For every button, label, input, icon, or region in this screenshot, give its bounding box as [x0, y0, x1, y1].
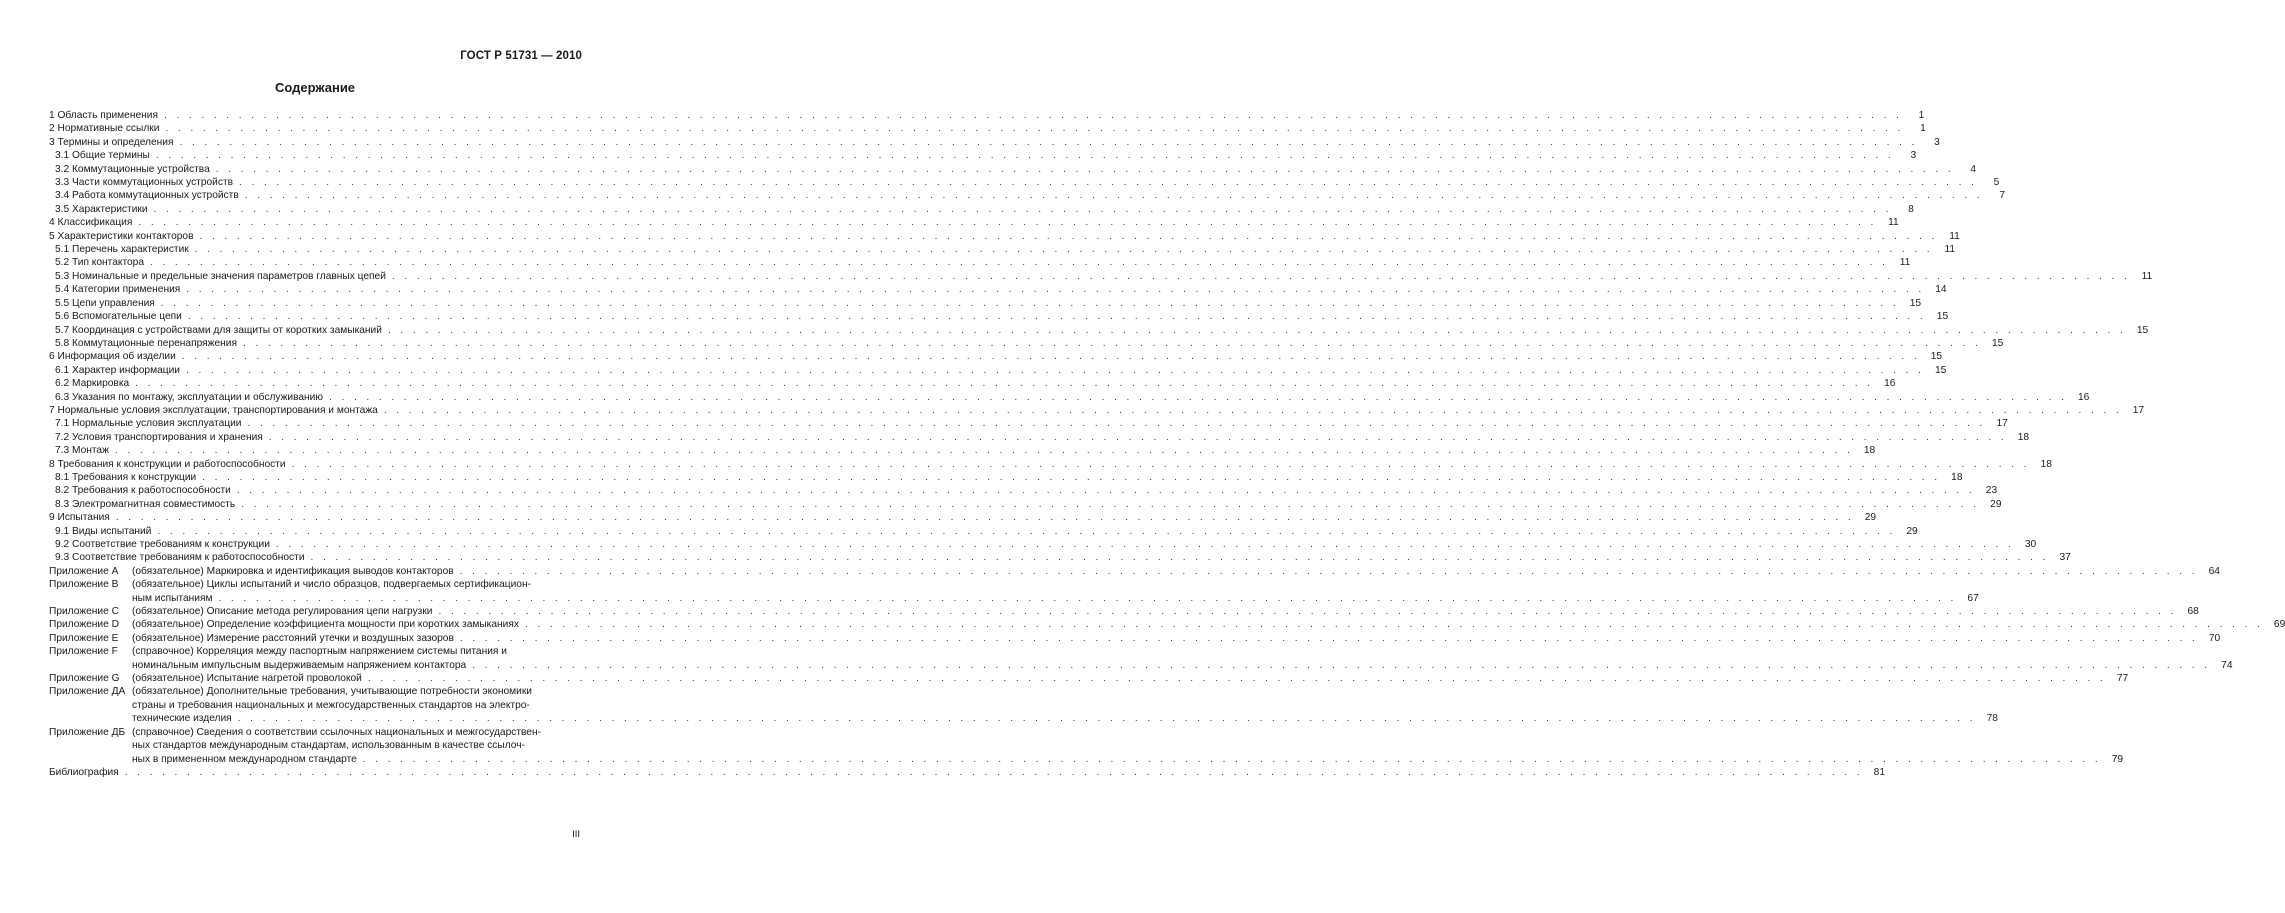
dot-leader: . . . . . . . . . . . . . . . . . . . . . . . . . . . . . . . . . . . . . . . . . . . . . . . . . . . . . . . . . . . . . . . . . . . . . . . . . . . . . . . . . . . . . . . . . . . . . . . . . . . . . . . . . . . . . . . . . . . . . . . . . . . . . . . . . . . . . . . . . . . . — [165, 123, 1904, 135]
appendix-line-text: (обязательное) Маркировка и идентификация выводов контакторов — [132, 565, 454, 577]
toc-entry-title: 3.1 Общие термины — [55, 150, 150, 162]
appendix-label: Приложение А — [49, 565, 119, 577]
toc-entry — [49, 498, 2002, 511]
appendix-page: 78 — [1986, 713, 1998, 725]
dot-leader: . . . . . . . . . . . . . . . . . . . . . . . . . . . . . . . . . . . . . . . . . . . . . . . . . . . . . . . . . . . . . . . . . . . . . . . . . . . . . . . . . . . . . . . . . . . . . . . . . . . . . . . . . . . . . . . . . . . . . . . . . . . . . . . . . . . . . . . . . . . . — [138, 217, 1877, 229]
dot-leader: . . . . . . . . . . . . . . . . . . . . . . . . . . . . . . . . . . . . . . . . . . . . . . . . . . . . . . . . . . . . . . . . . . . . . . . . . . . . . . . . . . . . . . . . . . . . . . . . . . . . . . . . . . . . . . . . . . . . . . . . . . . . . . . . . . . . . . . . . . . . — [155, 150, 1895, 162]
toc-entry-page: 15 — [1934, 364, 1947, 376]
toc-entry-title: 7.3 Монтаж — [55, 445, 109, 457]
toc-entry — [49, 122, 1926, 135]
toc-entry — [49, 538, 2037, 551]
toc-bibliography — [49, 766, 1885, 779]
appendix-line — [132, 672, 2129, 685]
toc-entry-title: 5.8 Коммутационные перенапряжения — [55, 337, 237, 349]
document-code: ГОСТ Р 51731 — 2010 — [460, 50, 582, 62]
toc-entry-page: 15 — [1909, 297, 1922, 309]
toc-entry — [49, 337, 2004, 350]
appendix-line-text: (обязательное) Описание метода регулирования цепи нагрузки — [132, 606, 433, 618]
dot-leader: . . . . . . . . . . . . . . . . . . . . . . . . . . . . . . . . . . . . . . . . . . . . . . . . . . . . . . . . . . . . . . . . . . . . . . . . . . . . . . . . . . . . . . . . . . . . . . . . . . . . . . . . . . . . . . . . . . . . . . . . . . . . . . . . . . . . . . . . . . . . — [186, 284, 1925, 296]
dot-leader: . . . . . . . . . . . . . . . . . . . . . . . . . . . . . . . . . . . . . . . . . . . . . . . . . . . . . . . . . . . . . . . . . . . . . . . . . . . . . . . . . . . . . . . . . . . . . . . . . . . . . . . . . . . . . . . . . . . . . . . . . . . . . . . . . . . . . . . . . . . . — [459, 565, 2198, 577]
dot-leader: . . . . . . . . . . . . . . . . . . . . . . . . . . . . . . . . . . . . . . . . . . . . . . . . . . . . . . . . . . . . . . . . . . . . . . . . . . . . . . . . . . . . . . . . . . . . . . . . . . . . . . . . . . . . . . . . . . . . . . . . . . . . . . . . . . . . . . . . . . . . — [153, 203, 1892, 215]
toc-entry-title: 7.2 Условия транспортирования и хранения — [55, 431, 263, 443]
dot-leader: . . . . . . . . . . . . . . . . . . . . . . . . . . . . . . . . . . . . . . . . . . . . . . . . . . . . . . . . . . . . . . . . . . . . . . . . . . . . . . . . . . . . . . . . . . . . . . . . . . . . . . . . . . . . . . . . . . . . . . . . . . . . . . . . . . . . . . . . . . . . — [459, 632, 2199, 644]
toc-entry-title: 6.3 Указания по монтажу, эксплуатации и обслуживанию — [55, 391, 324, 403]
appendix-line-text: (обязательное) Испытание нагретой проволокой — [132, 673, 362, 685]
toc-appendix — [49, 632, 2221, 645]
toc-entry — [49, 270, 2153, 283]
toc-entry-title: 9.3 Соответствие требованиям к работоспособности — [55, 552, 305, 564]
toc-entry — [49, 444, 1876, 457]
toc-entry-page: 29 — [1864, 512, 1877, 524]
appendix-body — [132, 618, 2285, 631]
toc-entry — [49, 484, 1998, 497]
dot-leader: . . . . . . . . . . . . . . . . . . . . . . . . . . . . . . . . . . . . . . . . . . . . . . . . . . . . . . . . . . . . . . . . . . . . . . . . . . . . . . . . . . . . . . . . . . . . . . . . . . . . . . . . . . . . . . . . . . . . . . . . . . . . . . . . . . . . . . . . . . . . — [239, 177, 1978, 189]
toc-entry-title: 8.2 Требования к работоспособности — [55, 485, 231, 497]
appendix-page: 64 — [2208, 565, 2220, 577]
toc-entry-title: 1 Область применения — [49, 110, 158, 121]
toc-entry-title: 6.1 Характер информации — [55, 364, 180, 376]
dot-leader: . . . . . . . . . . . . . . . . . . . . . . . . . . . . . . . . . . . . . . . . . . . . . . . . . . . . . . . . . . . . . . . . . . . . . . . . . . . . . . . . . . . . . . . . . . . . . . . . . . . . . . . . . . . . . . . . . . . . . . . . . . . . . . . . . . . . . . . . . . . . — [187, 311, 1927, 323]
appendix-line — [132, 699, 581, 712]
toc-entry-title: 6 Информация об изделии — [49, 351, 176, 363]
toc-entry-page: 8 — [1908, 203, 1914, 215]
toc-entry-page: 3 — [1910, 150, 1917, 162]
dot-leader: . . . . . . . . . . . . . . . . . . . . . . . . . . . . . . . . . . . . . . . . . . . . . . . . . . . . . . . . . . . . . . . . . . . . . . . . . . . . . . . . . . . . . . . . . . . . . . . . . . . . . . . . . . . . . . . . . . . . . . . . . . . . . . . . . . . . . . . . . . . . — [243, 337, 1982, 349]
toc-appendix — [49, 672, 2129, 685]
toc-entry-page: 16 — [2077, 391, 2090, 403]
appendix-label: Приложение F — [49, 646, 118, 658]
appendix-line — [132, 659, 2233, 672]
appendix-line-text: (обязательное) Циклы испытаний и число образцов, подвергаемых сертификацион- — [132, 579, 531, 591]
bibliography-title: Библиография — [49, 766, 119, 778]
toc-entry-title: 5 Характеристики контакторов — [49, 230, 194, 242]
toc-entry — [49, 243, 1956, 256]
appendix-body — [132, 578, 1979, 605]
toc-entry-page: 11 — [1944, 244, 1956, 256]
toc-entry — [49, 324, 2149, 337]
toc-entry-page: 1 — [1920, 123, 1926, 135]
appendix-page: 69 — [2273, 619, 2285, 631]
toc-entry — [49, 431, 2030, 444]
toc-entry-page: 18 — [2040, 458, 2052, 470]
dot-leader: . . . . . . . . . . . . . . . . . . . . . . . . . . . . . . . . . . . . . . . . . . . . . . . . . . . . . . . . . . . . . . . . . . . . . . . . . . . . . . . . . . . . . . . . . . . . . . . . . . . . . . . . . . . . . . . . . . . . . . . . . . . . . . . . . . . . . . . . . . . . — [291, 458, 2030, 470]
appendix-line-text: (справочное) Корреляция между паспортным напряжением системы питания и — [132, 646, 507, 658]
toc-entry — [49, 551, 2071, 564]
appendix-line — [132, 645, 581, 658]
toc-entry-title: 3.4 Работа коммутационных устройств — [55, 190, 239, 202]
toc-entry — [49, 525, 1918, 538]
dot-leader: . . . . . . . . . . . . . . . . . . . . . . . . . . . . . . . . . . . . . . . . . . . . . . . . . . . . . . . . . . . . . . . . . . . . . . . . . . . . . . . . . . . . . . . . . . . . . . . . . . . . . . . . . . . . . . . . . . . . . . . . . . . . . . . . . . . . . . . . . . . . — [194, 244, 1934, 256]
toc-entry-page: 29 — [1906, 525, 1918, 537]
toc-entry-page: 29 — [1990, 498, 2002, 510]
appendix-body — [132, 685, 1998, 725]
toc-entry-title: 9 Испытания — [49, 512, 110, 524]
toc-entry-page: 11 — [1899, 257, 1911, 269]
dot-leader: . . . . . . . . . . . . . . . . . . . . . . . . . . . . . . . . . . . . . . . . . . . . . . . . . . . . . . . . . . . . . . . . . . . . . . . . . . . . . . . . . . . . . . . . . . . . . . . . . . . . . . . . . . . . . . . . . . . . . . . . . . . . . . . . . . . . . . . . . . . . — [202, 471, 1941, 483]
toc-entry-page: 14 — [1935, 284, 1947, 296]
toc-entry-page: 23 — [1985, 485, 1998, 497]
appendix-line-text: ных стандартов международным стандартам, использованным в качестве ссылоч- — [132, 740, 525, 752]
toc-entry-page: 18 — [2017, 431, 2030, 443]
appendix-line — [132, 565, 2220, 578]
toc-entry — [49, 149, 1917, 162]
toc-entry-title: 5.6 Вспомогательные цепи — [55, 311, 182, 323]
toc-entry-title: 9.2 Соответствие требованиям к конструкции — [55, 539, 270, 550]
toc-entry-title: 5.5 Цепи управления — [55, 297, 155, 309]
toc-appendix — [49, 618, 2285, 631]
toc-entry-page: 16 — [1884, 378, 1896, 390]
dot-leader: . . . . . . . . . . . . . . . . . . . . . . . . . . . . . . . . . . . . . . . . . . . . . . . . . . . . . . . . . . . . . . . . . . . . . . . . . . . . . . . . . . . . . . . . . . . . . . . . . . . . . . . . . . . . . . . . . . . . . . . . . . . . . . . . . . . . . . . . . . . . — [362, 753, 2102, 765]
appendix-label: Приложение G — [49, 673, 120, 685]
toc-entry — [49, 377, 1896, 390]
dot-leader: . . . . . . . . . . . . . . . . . . . . . . . . . . . . . . . . . . . . . . . . . . . . . . . . . . . . . . . . . . . . . . . . . . . . . . . . . . . . . . . . . . . . . . . . . . . . . . . . . . . . . . . . . . . . . . . . . . . . . . . . . . . . . . . . . . . . . . . . . . . . — [391, 270, 2131, 282]
appendix-body — [132, 672, 2129, 685]
dot-leader: . . . . . . . . . . . . . . . . . . . . . . . . . . . . . . . . . . . . . . . . . . . . . . . . . . . . . . . . . . . . . . . . . . . . . . . . . . . . . . . . . . . . . . . . . . . . . . . . . . . . . . . . . . . . . . . . . . . . . . . . . . . . . . . . . . . . . . . . . . . . — [218, 592, 1957, 604]
toc-entry-page: 7 — [1999, 190, 2006, 202]
dot-leader: . . . . . . . . . . . . . . . . . . . . . . . . . . . . . . . . . . . . . . . . . . . . . . . . . . . . . . . . . . . . . . . . . . . . . . . . . . . . . . . . . . . . . . . . . . . . . . . . . . . . . . . . . . . . . . . . . . . . . . . . . . . . . . . . . . . . . . . . . . . . — [135, 378, 1874, 390]
appendix-line — [132, 578, 581, 591]
dot-leader: . . . . . . . . . . . . . . . . . . . . . . . . . . . . . . . . . . . . . . . . . . . . . . . . . . . . . . . . . . . . . . . . . . . . . . . . . . . . . . . . . . . . . . . . . . . . . . . . . . . . . . . . . . . . . . . . . . . . . . . . . . . . . . . . . . . . . . . . . . . . — [236, 485, 1976, 497]
toc-entry — [49, 283, 1947, 296]
toc-entry-page: 11 — [2141, 270, 2153, 282]
toc-entry-page: 30 — [2024, 539, 2037, 550]
dot-leader: . . . . . . . . . . . . . . . . . . . . . . . . . . . . . . . . . . . . . . . . . . . . . . . . . . . . . . . . . . . . . . . . . . . . . . . . . . . . . . . . . . . . . . . . . . . . . . . . . . . . . . . . . . . . . . . . . . . . . . . . . . . . . . . . . . . . . . . . . . . . — [157, 525, 1896, 537]
toc-entry — [49, 350, 1943, 363]
dot-leader: . . . . . . . . . . . . . . . . . . . . . . . . . . . . . . . . . . . . . . . . . . . . . . . . . . . . . . . . . . . . . . . . . . . . . . . . . . . . . . . . . . . . . . . . . . . . . . . . . . . . . . . . . . . . . . . . . . . . . . . . . . . . . . . . . . . . . . . . . . . . — [244, 190, 1984, 202]
appendix-page: 70 — [2208, 632, 2221, 644]
toc-entry-title: 3 Термины и определения — [49, 136, 174, 148]
toc-entry-page: 17 — [1996, 418, 2008, 430]
toc-appendix — [49, 578, 1979, 605]
toc-entry-title: 5.2 Тип контактора — [55, 257, 145, 269]
dot-leader: . . . . . . . . . . . . . . . . . . . . . . . . . . . . . . . . . . . . . . . . . . . . . . . . . . . . . . . . . . . . . . . . . . . . . . . . . . . . . . . . . . . . . . . . . . . . . . . . . . . . . . . . . . . . . . . . . . . . . . . . . . . . . . . . . . . . . . . . . . . . — [268, 431, 2008, 443]
appendix-page: 79 — [2111, 753, 2124, 765]
toc-entry-page: 15 — [2136, 324, 2149, 336]
appendix-line-text: (справочное) Сведения о соответствии ссылочных национальных и межгосударствен- — [132, 726, 541, 738]
dot-leader: . . . . . . . . . . . . . . . . . . . . . . . . . . . . . . . . . . . . . . . . . . . . . . . . . . . . . . . . . . . . . . . . . . . . . . . . . . . . . . . . . . . . . . . . . . . . . . . . . . . . . . . . . . . . . . . . . . . . . . . . . . . . . . . . . . . . . . . . . . . . — [241, 498, 1980, 510]
appendix-line-text: (обязательное) Дополнительные требования, учитывающие потребности экономики — [132, 686, 532, 698]
dot-leader: . . . . . . . . . . . . . . . . . . . . . . . . . . . . . . . . . . . . . . . . . . . . . . . . . . . . . . . . . . . . . . . . . . . . . . . . . . . . . . . . . . . . . . . . . . . . . . . . . . . . . . . . . . . . . . . . . . . . . . . . . . . . . . . . . . . . . . . . . . . . — [472, 659, 2211, 671]
toc-entry-page: 11 — [1949, 230, 1960, 242]
dot-leader: . . . . . . . . . . . . . . . . . . . . . . . . . . . . . . . . . . . . . . . . . . . . . . . . . . . . . . . . . . . . . . . . . . . . . . . . . . . . . . . . . . . . . . . . . . . . . . . . . . . . . . . . . . . . . . . . . . . . . . . . . . . . . . . . . . . . . . . . . . . . — [310, 552, 2049, 564]
toc-entry — [49, 297, 1922, 310]
appendix-line — [132, 618, 2285, 631]
appendix-body — [132, 645, 2233, 672]
dot-leader: . . . . . . . . . . . . . . . . . . . . . . . . . . . . . . . . . . . . . . . . . . . . . . . . . . . . . . . . . . . . . . . . . . . . . . . . . . . . . . . . . . . . . . . . . . . . . . . . . . . . . . . . . . . . . . . . . . . . . . . . . . . . . . . . . . . . . . . . . . . . — [329, 391, 2068, 403]
table-of-contents — [49, 109, 2285, 779]
toc-entry-page: 4 — [1970, 163, 1977, 175]
appendix-page: 77 — [2116, 673, 2129, 685]
toc-entry — [49, 417, 2008, 430]
toc-entry-page: 11 — [1888, 217, 1899, 229]
appendix-body — [132, 565, 2220, 578]
appendix-line-text: технические изделия — [132, 713, 232, 725]
toc-entry-title: 7 Нормальные условия эксплуатации, транспортирования и монтажа — [49, 404, 378, 416]
toc-entry — [49, 404, 2145, 417]
toc-entry-page: 15 — [1930, 351, 1943, 363]
toc-entry-page: 18 — [1863, 445, 1876, 457]
toc-entry-title: 9.1 Виды испытаний — [55, 525, 152, 537]
dot-leader: . . . . . . . . . . . . . . . . . . . . . . . . . . . . . . . . . . . . . . . . . . . . . . . . . . . . . . . . . . . . . . . . . . . . . . . . . . . . . . . . . . . . . . . . . . . . . . . . . . . . . . . . . . . . . . . . . . . . . . . . . . . . . . . . . . . . . . . . . . . . — [186, 364, 1925, 376]
toc-entry-title: 4 Классификация — [49, 217, 133, 229]
appendix-label: Приложение ДБ — [49, 726, 126, 738]
dot-leader: . . . . . . . . . . . . . . . . . . . . . . . . . . . . . . . . . . . . . . . . . . . . . . . . . . . . . . . . . . . . . . . . . . . . . . . . . . . . . . . . . . . . . . . . . . . . . . . . . . . . . . . . . . . . . . . . . . . . . . . . . . . . . . . . . . . . . . . . . . . . — [247, 418, 1986, 430]
appendix-line — [132, 739, 581, 752]
appendix-line-text: страны и требования национальных и межгосударственных стандартов на электро- — [132, 699, 530, 711]
dot-leader: . . . . . . . . . . . . . . . . . . . . . . . . . . . . . . . . . . . . . . . . . . . . . . . . . . . . . . . . . . . . . . . . . . . . . . . . . . . . . . . . . . . . . . . . . . . . . . . . . . . . . . . . . . . . . . . . . . . . . . . . . . . . . . . . . . . . . . . . . . . . — [114, 445, 1854, 457]
dot-leader: . . . . . . . . . . . . . . . . . . . . . . . . . . . . . . . . . . . . . . . . . . . . . . . . . . . . . . . . . . . . . . . . . . . . . . . . . . . . . . . . . . . . . . . . . . . . . . . . . . . . . . . . . . . . . . . . . . . . . . . . . . . . . . . . . . . . . . . . . . . . — [150, 257, 1889, 269]
bibliography-page: 81 — [1873, 766, 1885, 778]
appendix-page: 74 — [2221, 659, 2233, 671]
toc-entry-page: 15 — [1991, 337, 2004, 349]
appendix-label: Приложение Е — [49, 632, 119, 644]
toc-entry-title: 2 Нормативные ссылки — [49, 123, 160, 135]
toc-entry-page: 15 — [1936, 311, 1949, 323]
toc-entry-title: 8.3 Электромагнитная совместимость — [55, 498, 236, 510]
toc-appendix — [49, 685, 1998, 725]
toc-entry — [49, 364, 1947, 377]
toc-entry-title: 3.2 Коммутационные устройства — [55, 163, 210, 175]
toc-entry — [49, 176, 2000, 189]
toc-entry — [49, 310, 1949, 323]
toc-entry-title: 8 Требования к конструкции и работоспособности — [49, 458, 286, 470]
appendix-label: Приложение С — [49, 606, 119, 618]
appendix-line — [132, 726, 581, 739]
toc-entry-title: 7.1 Нормальные условия эксплуатации — [55, 418, 242, 430]
dot-leader: . . . . . . . . . . . . . . . . . . . . . . . . . . . . . . . . . . . . . . . . . . . . . . . . . . . . . . . . . . . . . . . . . . . . . . . . . . . . . . . . . . . . . . . . . . . . . . . . . . . . . . . . . . . . . . . . . . . . . . . . . . . . . . . . . . . . . . . . . . . . — [524, 619, 2264, 631]
toc-appendix — [49, 565, 2220, 578]
toc-entry — [49, 136, 1940, 149]
toc-entry — [49, 230, 1960, 243]
toc-entry-title: 3.3 Части коммутационных устройств — [55, 177, 234, 189]
dot-leader: . . . . . . . . . . . . . . . . . . . . . . . . . . . . . . . . . . . . . . . . . . . . . . . . . . . . . . . . . . . . . . . . . . . . . . . . . . . . . . . . . . . . . . . . . . . . . . . . . . . . . . . . . . . . . . . . . . . . . . . . . . . . . . . . . . . . . . . . . . . . — [438, 606, 2177, 618]
appendix-line — [132, 592, 1979, 605]
toc-entry-page: 3 — [1934, 136, 1940, 148]
appendix-line — [132, 632, 2221, 645]
toc-entry — [49, 458, 2052, 471]
toc-entry — [49, 511, 1877, 524]
dot-leader: . . . . . . . . . . . . . . . . . . . . . . . . . . . . . . . . . . . . . . . . . . . . . . . . . . . . . . . . . . . . . . . . . . . . . . . . . . . . . . . . . . . . . . . . . . . . . . . . . . . . . . . . . . . . . . . . . . . . . . . . . . . . . . . . . . . . . . . . . . . . — [387, 324, 2127, 336]
dot-leader: . . . . . . . . . . . . . . . . . . . . . . . . . . . . . . . . . . . . . . . . . . . . . . . . . . . . . . . . . . . . . . . . . . . . . . . . . . . . . . . . . . . . . . . . . . . . . . . . . . . . . . . . . . . . . . . . . . . . . . . . . . . . . . . . . . . . . . . . . . . . — [160, 297, 1900, 309]
toc-entry-title: 6.2 Маркировка — [55, 378, 130, 390]
appendix-line — [132, 605, 2199, 618]
appendix-line-text: ным испытаниям — [132, 592, 213, 604]
dot-leader: . . . . . . . . . . . . . . . . . . . . . . . . . . . . . . . . . . . . . . . . . . . . . . . . . . . . . . . . . . . . . . . . . . . . . . . . . . . . . . . . . . . . . . . . . . . . . . . . . . . . . . . . . . . . . . . . . . . . . . . . . . . . . . . . . . . . . . . . . . . . — [367, 673, 2107, 685]
toc-entry-title: 8.1 Требования к конструкции — [55, 471, 197, 483]
toc-appendix — [49, 726, 2124, 766]
dot-leader: . . . . . . . . . . . . . . . . . . . . . . . . . . . . . . . . . . . . . . . . . . . . . . . . . . . . . . . . . . . . . . . . . . . . . . . . . . . . . . . . . . . . . . . . . . . . . . . . . . . . . . . . . . . . . . . . . . . . . . . . . . . . . . . . . . . . . . . . . . . . — [237, 713, 1976, 725]
appendix-label: Приложение В — [49, 579, 119, 591]
appendix-line-text: (обязательное) Определение коэффициента мощности при коротких замыканиях — [132, 619, 519, 631]
appendix-label: Приложение ДА — [49, 686, 126, 698]
toc-entry-page: 1 — [1918, 110, 1925, 121]
appendix-page: 67 — [1967, 592, 1979, 604]
page-number: III — [572, 829, 580, 840]
toc-entry-page: 18 — [1951, 471, 1963, 483]
page-title: Содержание — [274, 80, 356, 95]
toc-entry-title: 5.3 Номинальные и предельные значения параметров главных цепей — [55, 270, 386, 282]
toc-entry — [49, 391, 2090, 404]
toc-entry-page: 37 — [2059, 552, 2071, 564]
toc-appendix — [49, 605, 2199, 618]
dot-leader: . . . . . . . . . . . . . . . . . . . . . . . . . . . . . . . . . . . . . . . . . . . . . . . . . . . . . . . . . . . . . . . . . . . . . . . . . . . . . . . . . . . . . . . . . . . . . . . . . . . . . . . . . . . . . . . . . . . . . . . . . . . . . . . . . . . . . . . . . . . . — [181, 351, 1921, 363]
toc-appendix — [49, 645, 2233, 672]
toc-entry — [49, 471, 1963, 484]
appendix-body — [132, 632, 2221, 645]
appendix-line — [132, 685, 581, 698]
dot-leader: . . . . . . . . . . . . . . . . . . . . . . . . . . . . . . . . . . . . . . . . . . . . . . . . . . . . . . . . . . . . . . . . . . . . . . . . . . . . . . . . . . . . . . . . . . . . . . . . . . . . . . . . . . . . . . . . . . . . . . . . . . . . . . . . . . . . . . . . . . . . — [124, 766, 1863, 778]
dot-leader: . . . . . . . . . . . . . . . . . . . . . . . . . . . . . . . . . . . . . . . . . . . . . . . . . . . . . . . . . . . . . . . . . . . . . . . . . . . . . . . . . . . . . . . . . . . . . . . . . . . . . . . . . . . . . . . . . . . . . . . . . . . . . . . . . . . . . . . . . . . . — [115, 512, 1855, 524]
appendix-line-text: номинальным импульсным выдерживаемым напряжением контактора — [132, 659, 467, 671]
appendix-body — [132, 726, 2124, 766]
appendix-page: 68 — [2187, 606, 2199, 618]
toc-entry-page: 17 — [2132, 404, 2145, 416]
dot-leader: . . . . . . . . . . . . . . . . . . . . . . . . . . . . . . . . . . . . . . . . . . . . . . . . . . . . . . . . . . . . . . . . . . . . . . . . . . . . . . . . . . . . . . . . . . . . . . . . . . . . . . . . . . . . . . . . . . . . . . . . . . . . . . . . . . . . . . . . . . . . — [275, 539, 2015, 550]
toc-entry-title: 3.5 Характеристики — [55, 203, 148, 215]
dot-leader: . . . . . . . . . . . . . . . . . . . . . . . . . . . . . . . . . . . . . . . . . . . . . . . . . . . . . . . . . . . . . . . . . . . . . . . . . . . . . . . . . . . . . . . . . . . . . . . . . . . . . . . . . . . . . . . . . . . . . . . . . . . . . . . . . . . . . . . . . . . . — [163, 110, 1903, 121]
toc-entry-page: 5 — [1993, 177, 2000, 189]
appendix-label: Приложение D — [49, 619, 119, 631]
dot-leader: . . . . . . . . . . . . . . . . . . . . . . . . . . . . . . . . . . . . . . . . . . . . . . . . . . . . . . . . . . . . . . . . . . . . . . . . . . . . . . . . . . . . . . . . . . . . . . . . . . . . . . . . . . . . . . . . . . . . . . . . . . . . . . . . . . . . . . . . . . . . — [199, 230, 1938, 242]
toc-entry-title: 5.7 Координация с устройствами для защиты от коротких замыканий — [55, 324, 382, 336]
toc-entry — [49, 163, 1977, 176]
appendix-line — [132, 753, 2124, 766]
dot-leader: . . . . . . . . . . . . . . . . . . . . . . . . . . . . . . . . . . . . . . . . . . . . . . . . . . . . . . . . . . . . . . . . . . . . . . . . . . . . . . . . . . . . . . . . . . . . . . . . . . . . . . . . . . . . . . . . . . . . . . . . . . . . . . . . . . . . . . . . . . . . — [383, 404, 2123, 416]
toc-entry-title: 5.4 Категории применения — [55, 284, 181, 296]
toc-entry-title: 5.1 Перечень характеристик — [55, 244, 189, 256]
toc-entry — [49, 216, 1899, 229]
appendix-line-text: (обязательное) Измерение расстояний утечки и воздушных зазоров — [132, 632, 454, 644]
appendix-line — [132, 712, 1998, 725]
appendix-line-text: ных в примененном международном стандарте — [132, 753, 357, 765]
dot-leader: . . . . . . . . . . . . . . . . . . . . . . . . . . . . . . . . . . . . . . . . . . . . . . . . . . . . . . . . . . . . . . . . . . . . . . . . . . . . . . . . . . . . . . . . . . . . . . . . . . . . . . . . . . . . . . . . . . . . . . . . . . . . . . . . . . . . . . . . . . . . — [215, 163, 1955, 175]
toc-entry — [49, 189, 2006, 202]
dot-leader: . . . . . . . . . . . . . . . . . . . . . . . . . . . . . . . . . . . . . . . . . . . . . . . . . . . . . . . . . . . . . . . . . . . . . . . . . . . . . . . . . . . . . . . . . . . . . . . . . . . . . . . . . . . . . . . . . . . . . . . . . . . . . . . . . . . . . . . . . . . . — [179, 136, 1918, 148]
toc-entry — [49, 203, 1914, 216]
appendix-body — [132, 605, 2199, 618]
toc-entry — [49, 256, 1911, 269]
toc-entry — [49, 109, 1925, 122]
